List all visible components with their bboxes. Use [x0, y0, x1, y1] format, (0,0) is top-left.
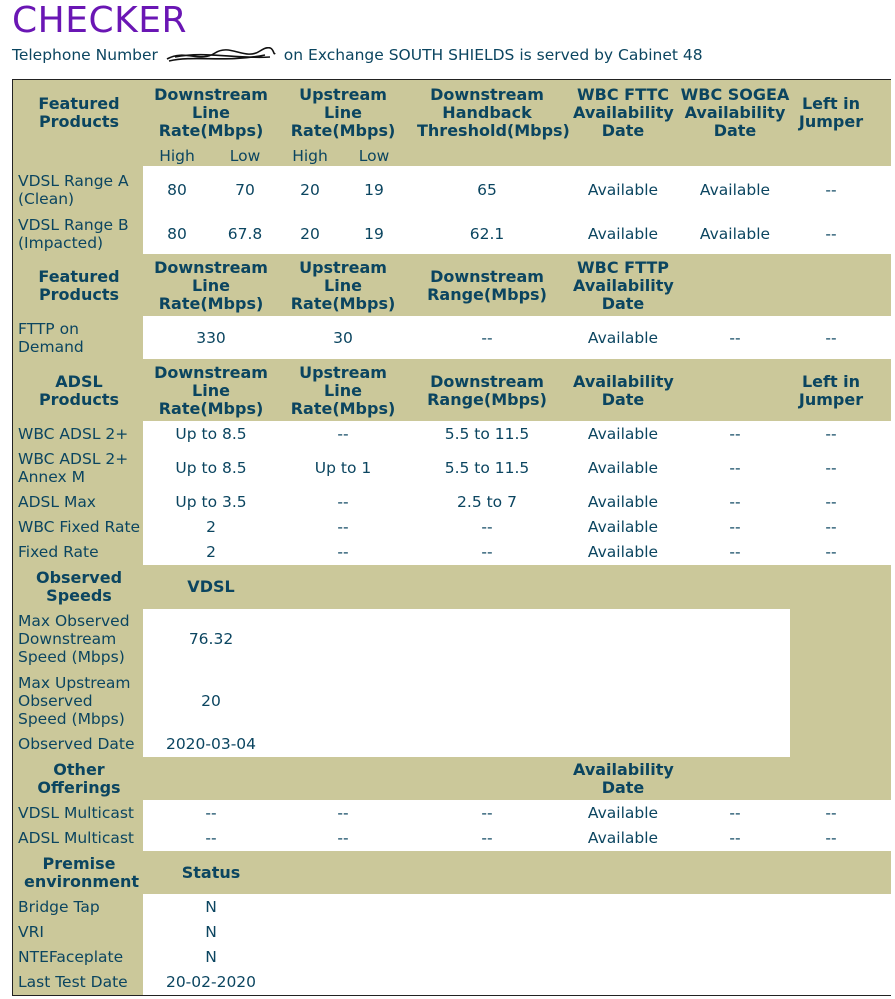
- hdr-up-high: High: [292, 147, 328, 165]
- hdr-featured-products-fttp: Featured Products: [38, 267, 120, 304]
- cell-value: 76.32: [188, 630, 234, 648]
- hdr-wbc-fttp: WBC FTTP Availability Date: [573, 258, 674, 313]
- cell-avail: Available: [587, 518, 659, 536]
- hdr-other-availability: Availability Date: [573, 760, 674, 797]
- cell-c2: --: [205, 804, 217, 822]
- cell-extra-2: --: [825, 493, 837, 511]
- cell-extra-1: --: [729, 804, 741, 822]
- hdr-observed-speeds: Observed Speeds: [35, 568, 123, 605]
- row-label: Bridge Tap: [18, 898, 100, 916]
- observed-header-band: [13, 565, 891, 609]
- cell-avail: Available: [587, 829, 659, 847]
- cell-value: N: [205, 948, 217, 966]
- cell-c4: --: [481, 804, 493, 822]
- cell-extra-2: --: [825, 459, 837, 477]
- cell-extra-1: --: [729, 329, 741, 347]
- hdr-fttp-range: Downstream Range(Mbps): [427, 267, 547, 304]
- cell-down-high: 80: [167, 225, 187, 243]
- hdr-adsl-products: ADSL Products: [38, 372, 120, 409]
- exchange-cabinet-text: on Exchange SOUTH SHIELDS is served by Cabinet 48: [283, 46, 703, 64]
- cell-up: Up to 1: [314, 459, 372, 477]
- cell-c3: --: [337, 804, 349, 822]
- cell-avail: Available: [587, 329, 659, 347]
- premise-header-band: [13, 851, 891, 894]
- hdr-down-low: Low: [229, 147, 261, 165]
- row-label: VRI: [18, 923, 44, 941]
- cell-extra-1: --: [729, 518, 741, 536]
- cell-up-low: 19: [364, 225, 384, 243]
- hdr-adsl-upstream: Upstream Line Rate(Mbps): [290, 363, 396, 418]
- cell-down-low: 70: [235, 181, 255, 199]
- cell-extra-2: --: [825, 543, 837, 561]
- hdr-fttp-upstream: Upstream Line Rate(Mbps): [290, 258, 396, 313]
- cell-fttc: Available: [587, 225, 659, 243]
- cell-down: 330: [196, 329, 226, 347]
- other-data-area: [143, 800, 891, 851]
- exchange-info-line: [12, 46, 703, 65]
- observed-right-filler: [790, 609, 891, 757]
- cell-range: 5.5 to 11.5: [444, 459, 530, 477]
- cell-avail: Available: [587, 459, 659, 477]
- cell-extra-2: --: [825, 329, 837, 347]
- cell-extra-2: --: [825, 518, 837, 536]
- hdr-adsl-range: Downstream Range(Mbps): [427, 372, 547, 409]
- hdr-upstream-line-rate: Upstream Line Rate(Mbps): [290, 85, 396, 140]
- hdr-fttp-downstream: Downstream Line Rate(Mbps): [154, 258, 268, 313]
- hdr-left-in-jumper: Left in Jumper: [798, 94, 864, 131]
- cell-sogea: Available: [699, 181, 771, 199]
- cell-extra-1: --: [729, 829, 741, 847]
- hdr-up-low: Low: [358, 147, 390, 165]
- cell-extra-2: --: [825, 425, 837, 443]
- row-label: Observed Date: [18, 735, 135, 753]
- hdr-premise-status: Status: [181, 863, 241, 882]
- row-label: Max Observed Downstream Speed (Mbps): [18, 612, 130, 666]
- cell-down: Up to 3.5: [175, 493, 247, 511]
- cell-extra-2: --: [825, 829, 837, 847]
- row-label: NTEFaceplate: [18, 948, 124, 966]
- cell-up-low: 19: [364, 181, 384, 199]
- cell-up-high: 20: [300, 225, 320, 243]
- cell-extra-2: --: [825, 804, 837, 822]
- cell-down-high: 80: [167, 181, 187, 199]
- cell-up: --: [337, 425, 349, 443]
- cell-range: 5.5 to 11.5: [444, 425, 530, 443]
- hdr-adsl-availability: Availability Date: [573, 372, 674, 409]
- hdr-wbc-sogea: WBC SOGEA Availability Date: [680, 85, 790, 140]
- cell-value: 20-02-2020: [165, 973, 257, 991]
- cell-range: --: [481, 543, 493, 561]
- row-label: ADSL Multicast: [18, 829, 135, 847]
- availability-table: [12, 79, 891, 996]
- row-label: VDSL Range B (Impacted): [18, 216, 129, 252]
- cell-up: 30: [333, 329, 353, 347]
- cell-handback: 62.1: [469, 225, 505, 243]
- hdr-featured-products: Featured Products: [38, 94, 120, 131]
- hdr-wbc-fttc: WBC FTTC Availability Date: [573, 85, 674, 140]
- cell-range: 2.5 to 7: [457, 493, 517, 511]
- cell-down: Up to 8.5: [175, 425, 247, 443]
- cell-extra-1: --: [729, 543, 741, 561]
- hdr-handback-threshold: Downstream Handback Threshold(Mbps): [417, 85, 570, 140]
- hdr-observed-vdsl: VDSL: [187, 577, 235, 596]
- cell-jumper: --: [825, 225, 837, 243]
- hdr-adsl-jumper: Left in Jumper: [798, 372, 864, 409]
- cell-jumper: --: [825, 181, 837, 199]
- cell-avail: Available: [587, 543, 659, 561]
- hdr-adsl-downstream: Downstream Line Rate(Mbps): [154, 363, 268, 418]
- hdr-premise-environment: Premise environment: [24, 854, 139, 891]
- page-title: CHECKER: [12, 0, 187, 41]
- row-label: ADSL Max: [18, 493, 96, 511]
- cell-down-low: 67.8: [227, 225, 263, 243]
- row-label: Last Test Date: [18, 973, 128, 991]
- row-label: Fixed Rate: [18, 543, 99, 561]
- hdr-other-offerings: Other Offerings: [37, 760, 121, 797]
- cell-avail: Available: [587, 493, 659, 511]
- cell-down: 2: [206, 543, 216, 561]
- cell-extra-1: --: [729, 459, 741, 477]
- row-label: WBC ADSL 2+ Annex M: [18, 450, 129, 486]
- row-label: Max Upstream Observed Speed (Mbps): [18, 674, 131, 728]
- cell-up: --: [337, 493, 349, 511]
- cell-c2: --: [205, 829, 217, 847]
- redacted-number-scribble: [165, 47, 277, 65]
- hdr-downstream-line-rate: Downstream Line Rate(Mbps): [154, 85, 268, 140]
- cell-avail: Available: [587, 804, 659, 822]
- other-header-band: [13, 757, 891, 800]
- cell-value: 20: [201, 692, 221, 710]
- fttp-data-area: [143, 316, 891, 359]
- cell-extra-1: --: [729, 425, 741, 443]
- cell-value: 2020-03-04: [165, 735, 257, 753]
- cell-up: --: [337, 518, 349, 536]
- cell-c3: --: [337, 829, 349, 847]
- cell-range: --: [481, 329, 493, 347]
- cell-avail: Available: [587, 425, 659, 443]
- cell-sogea: Available: [699, 225, 771, 243]
- cell-c4: --: [481, 829, 493, 847]
- cell-extra-1: --: [729, 493, 741, 511]
- cell-fttc: Available: [587, 181, 659, 199]
- row-label: VDSL Range A (Clean): [18, 172, 129, 208]
- cell-up-high: 20: [300, 181, 320, 199]
- cell-range: --: [481, 518, 493, 536]
- row-label: FTTP on Demand: [18, 320, 84, 356]
- cell-value: N: [205, 898, 217, 916]
- row-label: WBC ADSL 2+: [18, 425, 129, 443]
- row-label: WBC Fixed Rate: [18, 518, 141, 536]
- cell-down: Up to 8.5: [175, 459, 247, 477]
- telephone-label: Telephone Number: [12, 46, 158, 64]
- row-label: VDSL Multicast: [18, 804, 135, 822]
- cell-up: --: [337, 543, 349, 561]
- cell-value: N: [205, 923, 217, 941]
- cell-down: 2: [206, 518, 216, 536]
- hdr-down-high: High: [159, 147, 195, 165]
- cell-handback: 65: [477, 181, 497, 199]
